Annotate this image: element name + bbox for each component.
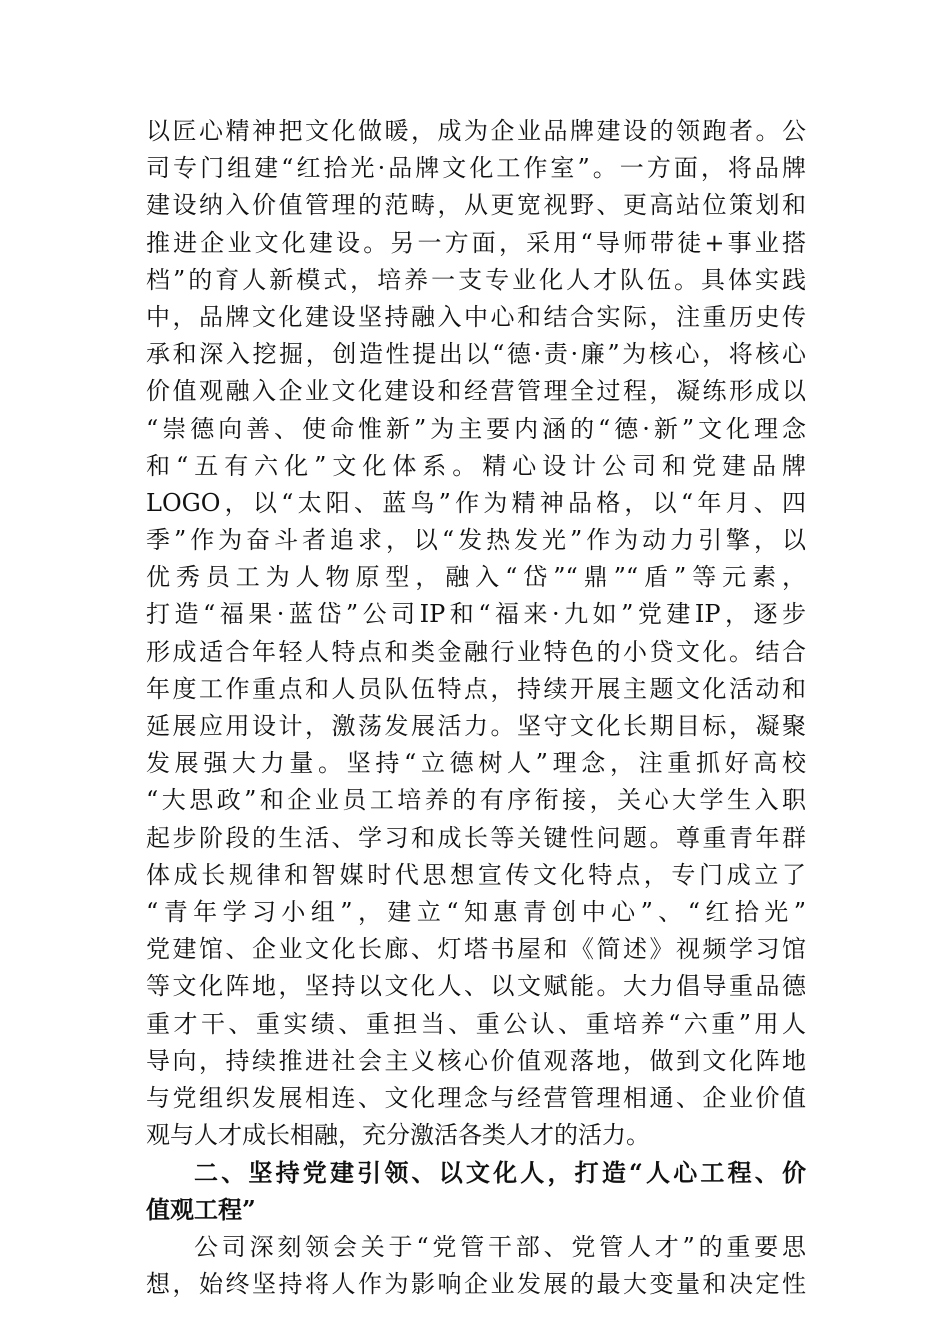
body-paragraph-1 (146, 113, 806, 1154)
text-line: 体成长规律和智媒时代思想宣传文化特点，专门成立了 (146, 860, 806, 889)
document-page (146, 113, 806, 1303)
text-line: 以匠心精神把文化做暖，成为企业品牌建设的领跑者。公 (146, 117, 806, 145)
text-line: 形成适合年轻人特点和类金融行业特色的小贷文化。结合 (146, 637, 806, 666)
text-line: 发展强大力量。坚持“立德树人”理念，注重抓好高校 (146, 749, 806, 778)
text-line: 打造“福果·蓝岱”公司IP和“福来·九如”党建IP，逐步 (146, 600, 806, 629)
text-line: 季”作为奋斗者追求，以“发热发光”作为动力引擎，以 (146, 526, 806, 555)
text-line: 与党组织发展相连、文化理念与经营管理相通、企业价值 (146, 1083, 806, 1112)
text-line: 推进企业文化建设。另一方面，采用“导师带徒+事业搭 (146, 228, 806, 257)
text-line: “崇德向善、使命惟新”为主要内涵的“德·新”文化理念 (146, 414, 806, 443)
text-line: 公司深刻领会关于“党管干部、党管人才”的重要思 (194, 1232, 806, 1261)
heading-line: 值观工程” (146, 1195, 256, 1225)
text-line: 观与人才成长相融，充分激活各类人才的活力。 (146, 1121, 650, 1150)
text-line: 司专门组建“红拾光·品牌文化工作室”。一方面，将品牌 (146, 154, 806, 183)
body-paragraph-2 (146, 1229, 806, 1303)
text-line: 承和深入挖掘，创造性提出以“德·责·廉”为核心，将核心 (146, 340, 806, 369)
section-heading (146, 1154, 806, 1228)
text-line: 延展应用设计，激荡发展活力。坚守文化长期目标，凝聚 (146, 712, 806, 740)
text-line: “大思政”和企业员工培养的有序衔接，关心大学生入职 (146, 786, 806, 815)
text-line: 起步阶段的生活、学习和成长等关键性问题。尊重青年群 (146, 823, 806, 852)
text-line: 和“五有六化”文化体系。精心设计公司和党建品牌 (146, 451, 806, 480)
text-line: 档”的育人新模式，培养一支专业化人才队伍。具体实践 (146, 265, 806, 294)
text-line: 导向，持续推进社会主义核心价值观落地，做到文化阵地 (146, 1046, 806, 1075)
text-line: LOGO，以“太阳、蓝鸟”作为精神品格，以“年月、四 (146, 488, 806, 517)
text-line: 优秀员工为人物原型，融入“岱”“鼎”“盾”等元素， (146, 563, 806, 592)
text-line: 等文化阵地，坚持以文化人、以文赋能。大力倡导重品德 (146, 972, 806, 1001)
text-line: 中，品牌文化建设坚持融入中心和结合实际，注重历史传 (146, 302, 806, 331)
heading-line: 二、坚持党建引领、以文化人，打造“人心工程、价 (194, 1158, 806, 1188)
text-line: 建设纳入价值管理的范畴，从更宽视野、更高站位策划和 (146, 191, 806, 220)
text-line: 价值观融入企业文化建设和经营管理全过程，凝练形成以 (146, 377, 806, 406)
text-line: 年度工作重点和人员队伍特点，持续开展主题文化活动和 (146, 674, 806, 703)
text-line: 重才干、重实绩、重担当、重公认、重培养“六重”用人 (146, 1009, 806, 1038)
text-line: “青年学习小组”，建立“知惠青创中心”、“红拾光” (146, 897, 806, 926)
text-line: 想，始终坚持将人作为影响企业发展的最大变量和决定性 (146, 1269, 806, 1298)
text-line: 党建馆、企业文化长廊、灯塔书屋和《简述》视频学习馆 (146, 935, 806, 964)
